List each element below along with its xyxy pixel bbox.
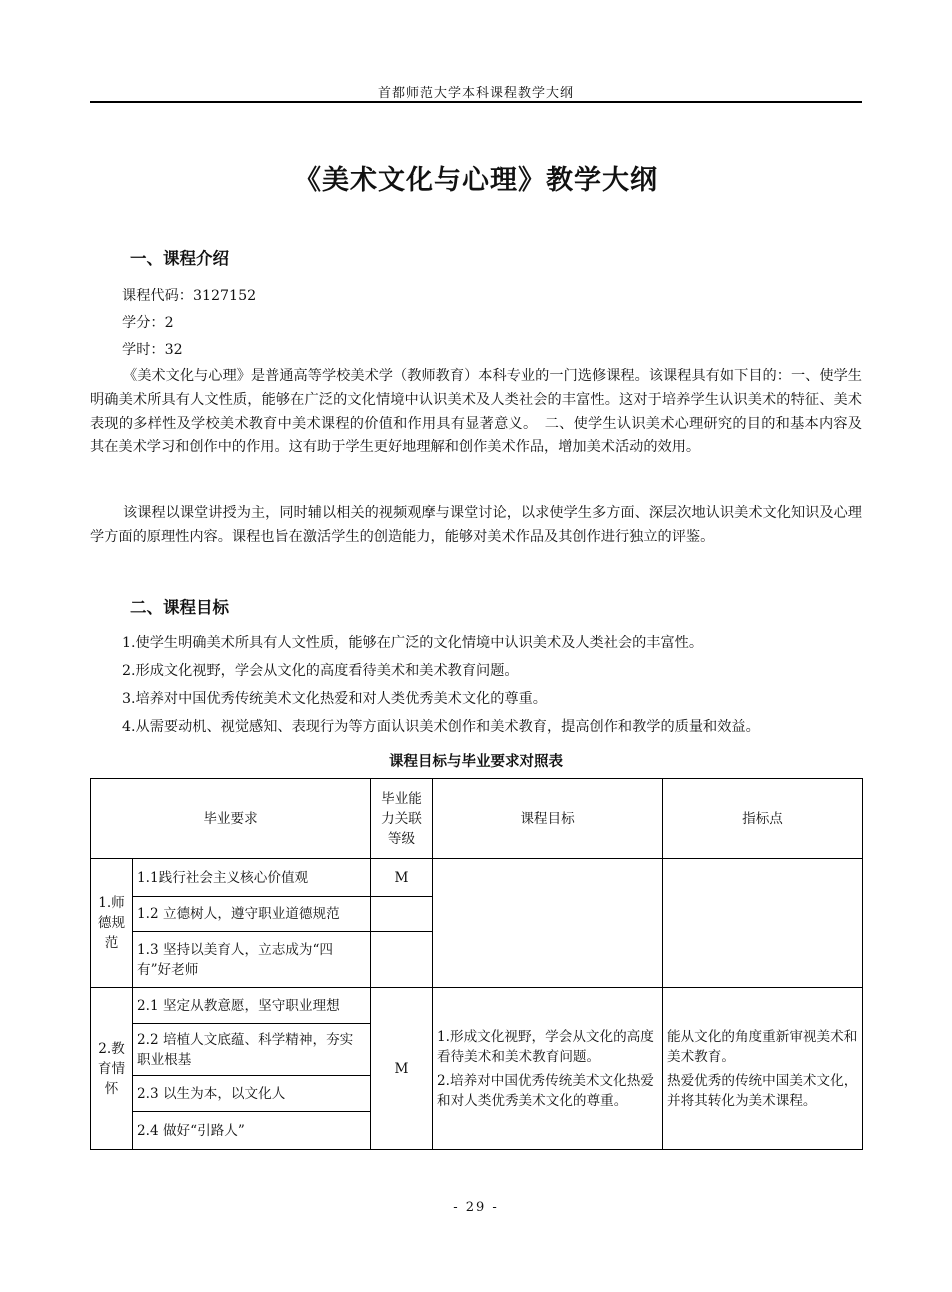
table-row [91,859,863,897]
requirement-item: 2.1 坚定从教意愿，坚守职业理想 [133,988,371,1024]
requirement-item: 2.2 培植人文底蕴、科学精神，夯实职业根基 [133,1024,371,1076]
level-cell-empty [371,932,433,988]
table-row [91,988,863,1024]
table-caption: 课程目标与毕业要求对照表 [389,754,563,770]
goal-item-2: 2.形成文化视野，学会从文化的高度看待美术和美术教育问题。 [122,663,519,679]
goal-cell [433,859,663,988]
page-number: - 29 - [453,1200,499,1215]
requirement-item: 1.3 坚持以美育人，立志成为“四有”好老师 [133,932,371,988]
requirement-item: 1.2 立德树人，遵守职业道德规范 [133,897,371,932]
group-label-ethics: 1.师德规范 [91,859,133,988]
goal-item-3: 3.培养对中国优秀传统美术文化热爱和对人类优秀美术文化的尊重。 [122,691,547,707]
indicator-cell [663,859,863,988]
header-indicator: 指标点 [663,779,863,859]
requirement-item: 1.1践行社会主义核心价值观 [133,859,371,897]
group-label-education: 2.教育情怀 [91,988,133,1150]
goal-text-1: 1.形成文化视野，学会从文化的高度看待美术和美术教育问题。 [437,1028,654,1065]
course-hours: 学时：32 [122,342,183,358]
level-cell-empty [371,897,433,932]
section-heading-intro: 一、课程介绍 [130,249,229,268]
goals-requirements-table [90,778,863,1150]
course-code: 课程代码：3127152 [122,288,257,304]
course-credits: 学分：2 [122,315,174,331]
goal-text-2: 2.培养对中国优秀传统美术文化热爱和对人类优秀美术文化的尊重。 [437,1072,654,1109]
requirement-item: 2.4 做好“引路人” [133,1112,371,1150]
requirement-item: 2.3 以生为本，以文化人 [133,1076,371,1112]
intro-paragraph-1: 《美术文化与心理》是普通高等学校美术学（教师教育）本科专业的一门选修课程。该课程具有如下目的：一、使学生明确美术所具有人文性质，能够在广泛的文化情境中认识美术及人类社会的丰富性。这对于培养学生认识美术的特征、美术表现的多样性及学校美术教育中美术课程的价值和作用具有显著意义。 二、使学生认识美术心理研究的目的和基本内容及其在美术学习和创作中的作用。这有助于学生更好地理解和创作美术作品，增加美术活动的效用。 [90,368,862,456]
indicator-text-1: 能从文化的角度重新审视美术和美术教育。 [667,1028,858,1065]
running-header: 首都师范大学本科课程教学大纲 [377,86,574,101]
table-header-row [91,779,863,859]
document-title: 《美术文化与心理》教学大纲 [294,165,658,196]
level-cell: M [371,859,433,897]
goal-item-1: 1.使学生明确美术所具有人文性质，能够在广泛的文化情境中认识美术及人类社会的丰富性。 [122,635,704,651]
indicator-cell [663,988,863,1150]
section-heading-goals: 二、课程目标 [130,598,229,617]
header-requirement: 毕业要求 [91,779,371,859]
header-rule [90,101,862,103]
intro-paragraph-2: 该课程以课堂讲授为主，同时辅以相关的视频观摩与课堂讨论，以求使学生多方面、深层次地认识美术文化知识及心理学方面的原理性内容。课程也旨在激活学生的创造能力，能够对美术作品及其创作进行独立的评鉴。 [90,505,862,545]
header-level: 毕业能力关联等级 [371,779,433,859]
goal-cell [433,988,663,1150]
goal-item-4: 4.从需要动机、视觉感知、表现行为等方面认识美术创作和美术教育，提高创作和教学的质量和效益。 [122,719,760,735]
header-goal: 课程目标 [433,779,663,859]
level-cell: M [371,988,433,1150]
indicator-text-2: 热爱优秀的传统中国美术文化，并将其转化为美术课程。 [667,1072,858,1109]
